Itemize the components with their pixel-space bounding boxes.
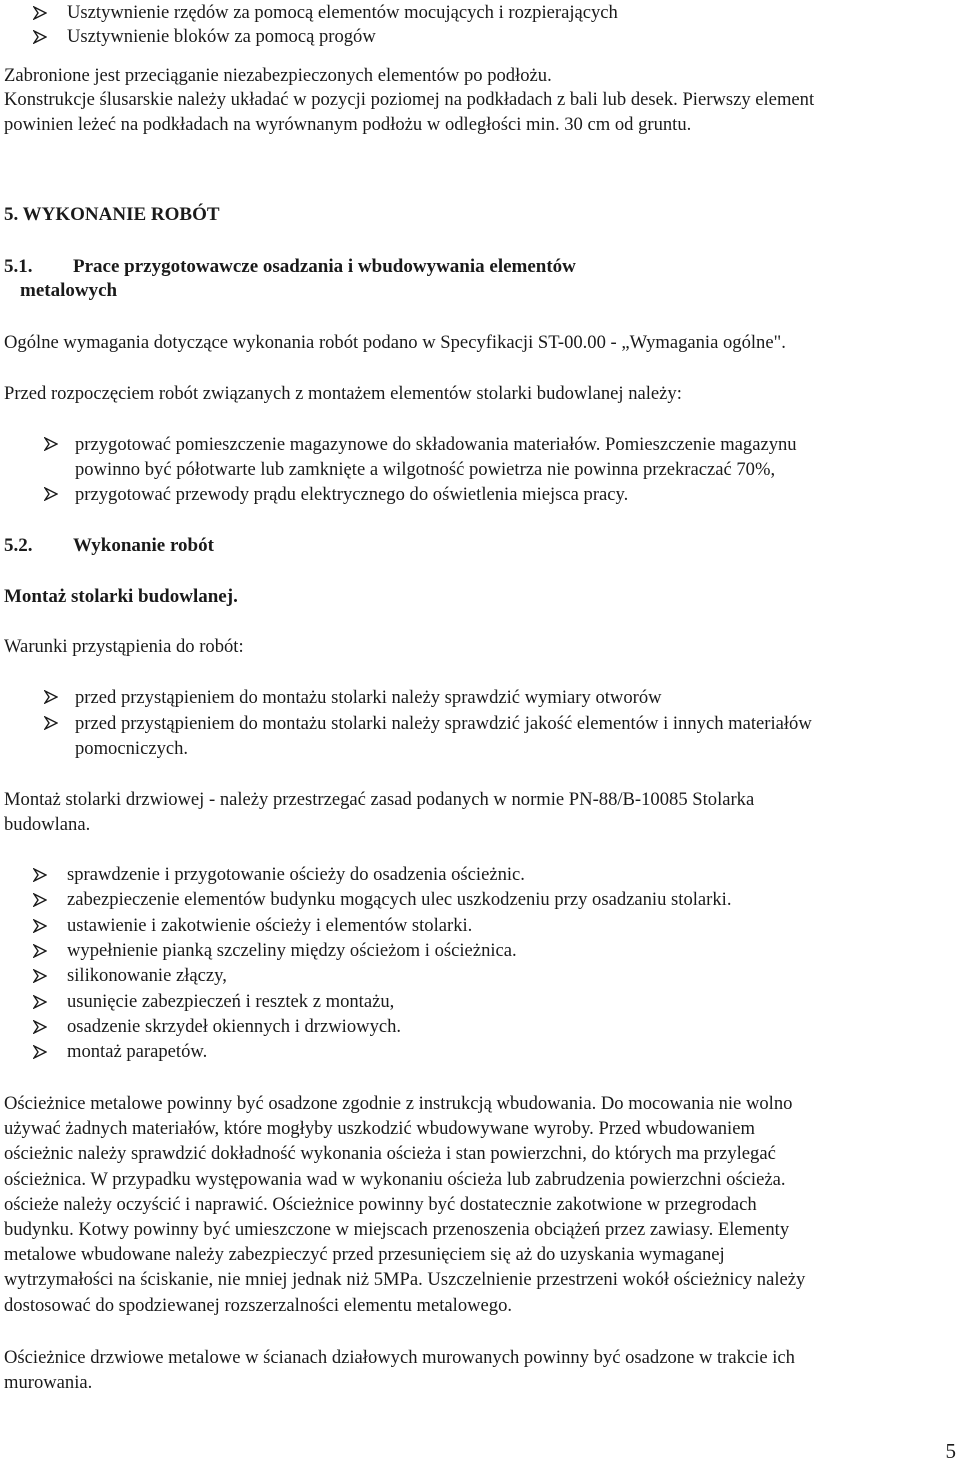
list-item: przed przystąpieniem do montażu stolarki należy sprawdzić jakość elementów i innych materiałów: [75, 713, 812, 734]
paragraph-line: Konstrukcje ślusarskie należy układać w pozycji poziomej na podkładach z bali lub desek. Pierwszy element: [4, 89, 815, 110]
subsection-title: Prace przygotowawcze osadzania i wbudowywania elementów: [73, 256, 576, 277]
list-item: osadzenie skrzydeł okiennych i drzwiowych.: [67, 1016, 402, 1037]
arrowhead-bullet-icon: [33, 969, 47, 983]
list-item: przed przystąpieniem do montażu stolarki należy sprawdzić wymiary otworów: [75, 687, 662, 708]
arrowhead-bullet-icon: [44, 437, 58, 451]
arrowhead-bullet-icon: [33, 893, 47, 907]
list-item: Usztywnienie rzędów za pomocą elementów mocujących i rozpierających: [67, 2, 618, 23]
subsection-title-cont: metalowych: [20, 280, 118, 301]
arrowhead-bullet-icon: [33, 995, 47, 1009]
list-item-cont: powinno być półotwarte lub zamknięte a wilgotność powietrza nie powinna przekraczać 70%,: [75, 459, 776, 480]
list-item: montaż parapetów.: [67, 1041, 208, 1062]
arrowhead-bullet-icon: [33, 919, 47, 933]
bold-heading: Montaż stolarki budowlanej.: [4, 586, 238, 607]
subsection-number: 5.2.: [4, 535, 33, 556]
paragraph-line: dostosować do spodziewanej rozszerzalności elementu metalowego.: [4, 1295, 513, 1316]
subsection-title: Wykonanie robót: [73, 535, 214, 556]
paragraph-line: budynku. Kotwy powinny być umieszczone w miejscach przenoszenia obciążeń przez zawiasy. Elementy: [4, 1219, 790, 1240]
list-item: przygotować przewody prądu elektrycznego do oświetlenia miejsca pracy.: [75, 484, 629, 505]
paragraph-line: Przed rozpoczęciem robót związanych z montażem elementów stolarki budowlanej należy:: [4, 383, 682, 404]
list-item: zabezpieczenie elementów budynku mogących ulec uszkodzeniu przy osadzaniu stolarki.: [67, 889, 732, 910]
subsection-number: 5.1.: [4, 256, 33, 277]
arrowhead-bullet-icon: [44, 716, 58, 730]
arrowhead-bullet-icon: [44, 487, 58, 501]
paragraph-line: ościeżnic należy sprawdzić dokładność wykonania ościeża i stan powierzchni, do których ma przylegać: [4, 1143, 776, 1164]
arrowhead-bullet-icon: [33, 868, 47, 882]
arrowhead-bullet-icon: [33, 944, 47, 958]
paragraph-line: Ościeżnice drzwiowe metalowe w ścianach działowych murowanych powinny być osadzone w trakcie ich: [4, 1347, 795, 1368]
paragraph-line: używać żadnych materiałów, które mogłyby uszkodzić wbudowywane wyroby. Przed wbudowaniem: [4, 1118, 755, 1139]
page-number: 5: [945, 1439, 956, 1463]
section-heading: 5. WYKONANIE ROBÓT: [4, 204, 220, 225]
paragraph-line: budowlana.: [4, 814, 91, 835]
paragraph-line: ościeżnica. W przypadku występowania wad w wykonaniu ościeża lub zabrudzenia powierzchni ościeża.: [4, 1169, 786, 1190]
arrowhead-bullet-icon: [33, 6, 47, 20]
paragraph-line: murowania.: [4, 1372, 93, 1393]
paragraph-line: Montaż stolarki drzwiowej - należy przestrzegać zasad podanych w normie PN-88/B-10085 Stolarka: [4, 789, 755, 810]
paragraph-line: Warunki przystąpienia do robót:: [4, 636, 244, 657]
paragraph-line: wytrzymałości na ściskanie, nie mniej jednak niż 5MPa. Uszczelnienie przestrzeni wokół ościeżnicy należy: [4, 1269, 806, 1290]
list-item: Usztywnienie bloków za pomocą progów: [67, 26, 376, 47]
paragraph-line: Ościeżnice metalowe powinny być osadzone zgodnie z instrukcją wbudowania. Do mocowania nie wolno: [4, 1093, 793, 1114]
paragraph-line: powinien leżeć na podkładach na wyrównanym podłożu w odległości min. 30 cm od gruntu.: [4, 114, 692, 135]
arrowhead-bullet-icon: [33, 1020, 47, 1034]
list-item: ustawienie i zakotwienie ościeży i elementów stolarki.: [67, 915, 473, 936]
list-item: usunięcie zabezpieczeń i resztek z montażu,: [67, 991, 395, 1012]
paragraph-line: Zabronione jest przeciąganie niezabezpieczonych elementów po podłożu.: [4, 65, 552, 86]
arrowhead-bullet-icon: [33, 30, 47, 44]
list-item: sprawdzenie i przygotowanie ościeży do osadzenia ościeżnic.: [67, 864, 525, 885]
arrowhead-bullet-icon: [44, 690, 58, 704]
paragraph-line: ościeże należy oczyścić i naprawić. Ościeżnice powinny być dostatecznie zakotwione w przegrodach: [4, 1194, 757, 1215]
paragraph-line: Ogólne wymagania dotyczące wykonania robót podano w Specyfikacji ST-00.00 - „Wymagania ogólne".: [4, 332, 786, 353]
arrowhead-bullet-icon: [33, 1045, 47, 1059]
list-item: silikonowanie złączy,: [67, 965, 227, 986]
paragraph-line: metalowe wbudowane należy zabezpieczyć przed przesunięciem się aż do uzyskania wymaganej: [4, 1244, 725, 1265]
list-item-cont: pomocniczych.: [75, 738, 189, 759]
list-item: przygotować pomieszczenie magazynowe do składowania materiałów. Pomieszczenie magazynu: [75, 434, 797, 455]
list-item: wypełnienie pianką szczeliny między ościeżom i ościeżnica.: [67, 940, 517, 961]
